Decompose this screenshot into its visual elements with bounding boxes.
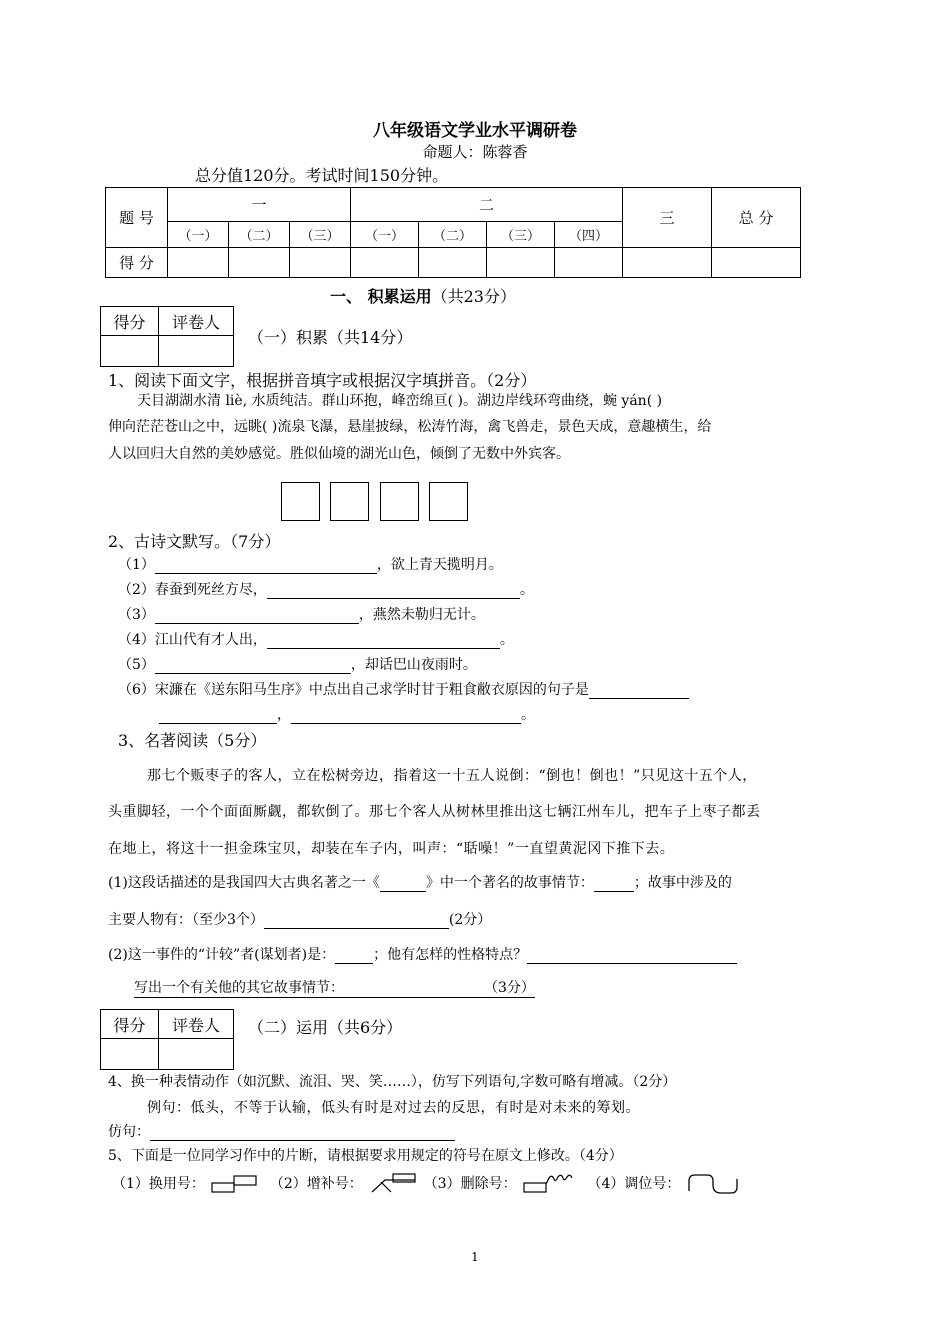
score-cell[interactable] (351, 248, 419, 278)
blank[interactable] (264, 928, 449, 929)
poem-line-4: （4）江山代有才人出， 。 (118, 632, 514, 648)
q1-text-line3: 人以回归大自然的美妙感觉。胜似仙境的湖光山色，倾倒了无数中外宾客。 (108, 446, 570, 462)
answer-box[interactable] (330, 482, 369, 521)
q3-2-line2: 写出一个有关他的其它故事情节： （3分） (134, 977, 535, 998)
sub-header: （三） (487, 222, 555, 248)
score-cell[interactable] (419, 248, 487, 278)
sub-header: （二） (229, 222, 290, 248)
score-cell[interactable] (623, 248, 712, 278)
q3-passage-line2: 头重脚轻，一个个面面厮觑，都软倒了。那七个客人从树林里推出这七辆江州车儿，把车子上枣子都丢 (108, 804, 761, 820)
q3-passage-line1: 那七个贩枣子的客人，立在松树旁边，指着这一十五人说倒：“倒也！倒也！”只见这十五个人， (147, 768, 757, 784)
page-title: 八年级语文学业水平调研卷 (373, 121, 577, 141)
row-label-score: 得 分 (106, 248, 168, 278)
blank[interactable] (159, 723, 277, 724)
q3-prompt: 3、名著阅读（5分） (118, 731, 267, 750)
grader-reviewer-cell[interactable] (159, 1039, 234, 1070)
blank[interactable] (594, 891, 634, 892)
replace-mark-icon (209, 1173, 259, 1195)
blank[interactable] (380, 891, 426, 892)
section-2-header: 二 (351, 188, 623, 222)
grader-box (100, 1009, 234, 1070)
section-1-header: 一 (168, 188, 351, 222)
q4-imitate-line: 仿句： (108, 1121, 455, 1141)
poem-line-6b: ， 。 (159, 704, 535, 724)
insert-mark-icon (367, 1172, 419, 1196)
sub2-heading: （二）运用（共6分） (248, 1018, 403, 1037)
total-header: 总 分 (712, 188, 801, 248)
answer-box[interactable] (380, 482, 419, 521)
q2-prompt: 2、古诗文默写。（7分） (108, 532, 281, 551)
exam-info: 总分值120分。考试时间150分钟。 (195, 166, 449, 185)
sub-header: （三） (290, 222, 351, 248)
q5-symbols: （1）换用号： （2）增补号： （3）删除号： （4）调位号： (112, 1171, 741, 1197)
emphasis-char: 亘 (433, 393, 448, 409)
sub-header: （一） (168, 222, 229, 248)
poem-line-3: （3） ，燕然未勒归无计。 (118, 607, 485, 623)
grader-score-label: 得分 (101, 1010, 159, 1039)
grader-score-label: 得分 (101, 307, 159, 336)
q1-prompt: 1、阅读下面文字，根据拼音填字或根据汉字填拼音。（2分） (108, 371, 537, 390)
score-table (105, 187, 801, 278)
q5-prompt: 5、下面是一位同学习作中的片断，请根据要求用规定的符号在原文上修改。（4分） (108, 1148, 623, 1164)
score-cell[interactable] (229, 248, 290, 278)
q1-text-line1: 天目湖湖水清 liè, 水质纯洁。群山环抱，峰峦绵亘( )。湖边岸线环弯曲绕，蜿 yán( ) (137, 393, 663, 409)
score-cell[interactable] (290, 248, 351, 278)
grader-reviewer-label: 评卷人 (159, 307, 234, 336)
reorder-mark-icon (685, 1171, 741, 1197)
answer-box[interactable] (429, 482, 468, 521)
sub-header: （四） (555, 222, 623, 248)
blank[interactable] (155, 623, 359, 624)
grader-score-cell[interactable] (101, 336, 159, 367)
q3-1-line2: 主要人物有：（至少3个） (2分） (108, 912, 492, 928)
sub1-heading: （一）积累（共14分） (248, 328, 413, 347)
score-cell[interactable] (487, 248, 555, 278)
delete-mark-icon (521, 1172, 577, 1196)
blank[interactable] (267, 648, 500, 649)
blank[interactable] (291, 723, 521, 724)
grader-reviewer-cell[interactable] (159, 336, 234, 367)
grader-reviewer-label: 评卷人 (159, 1010, 234, 1039)
score-cell[interactable] (168, 248, 229, 278)
blank[interactable] (155, 573, 377, 574)
q1-text-line2: 伸向茫茫苍山之中，远眺( )流泉飞瀑，悬崖披绿，松涛竹海，禽飞兽走，景色天成，意趣横生，给 (108, 419, 712, 435)
blank[interactable] (589, 698, 689, 699)
blank[interactable] (267, 598, 520, 599)
poem-line-6: （6）宋濂在《送东阳马生序》中点出自己求学时甘于粗食敝衣原因的句子是 (118, 679, 689, 699)
part1-heading: 一、 积累运用（共23分） (330, 287, 516, 306)
answer-box[interactable] (281, 482, 320, 521)
poem-line-1: （1） ，欲上青天揽明月。 (118, 557, 503, 573)
poem-line-2: （2）春蚕到死丝方尽， 。 (118, 582, 534, 598)
author-line: 命题人：陈蓉香 (422, 143, 528, 161)
q3-passage-line3: 在地上，将这十一担金珠宝贝，却装在车子内，叫声：“聒噪！”一直望黄泥冈下推下去。 (108, 841, 675, 857)
q4-prompt: 4、换一种表情动作（如沉默、流泪、哭、笑……），仿写下列语句,字数可略有增减。（2分） (108, 1074, 677, 1090)
score-cell[interactable] (555, 248, 623, 278)
grader-score-cell[interactable] (101, 1039, 159, 1070)
sub-header: （二） (419, 222, 487, 248)
blank[interactable] (155, 673, 351, 674)
grader-box (100, 306, 234, 367)
blank[interactable] (335, 963, 373, 964)
q3-2-line1: (2)这一事件的“计较”者(谋划者)是： ；他有怎样的性格特点？ (108, 944, 737, 964)
q3-1-line1: (1)这段话描述的是我国四大古典名著之一《 》中一个著名的故事情节： ；故事中涉及的 (108, 875, 732, 891)
score-cell[interactable] (712, 248, 801, 278)
q4-example: 例句：低头，不等于认输，低头有时是对过去的反思，有时是对未来的筹划。 (147, 1100, 640, 1116)
page-number: 1 (471, 1250, 479, 1264)
blank[interactable] (527, 963, 737, 964)
row-label-number: 题 号 (106, 188, 168, 248)
sub-header: （一） (351, 222, 419, 248)
section-3-header: 三 (623, 188, 712, 248)
blank[interactable] (150, 1140, 455, 1141)
poem-line-5: （5） ，却话巴山夜雨时。 (118, 657, 477, 673)
